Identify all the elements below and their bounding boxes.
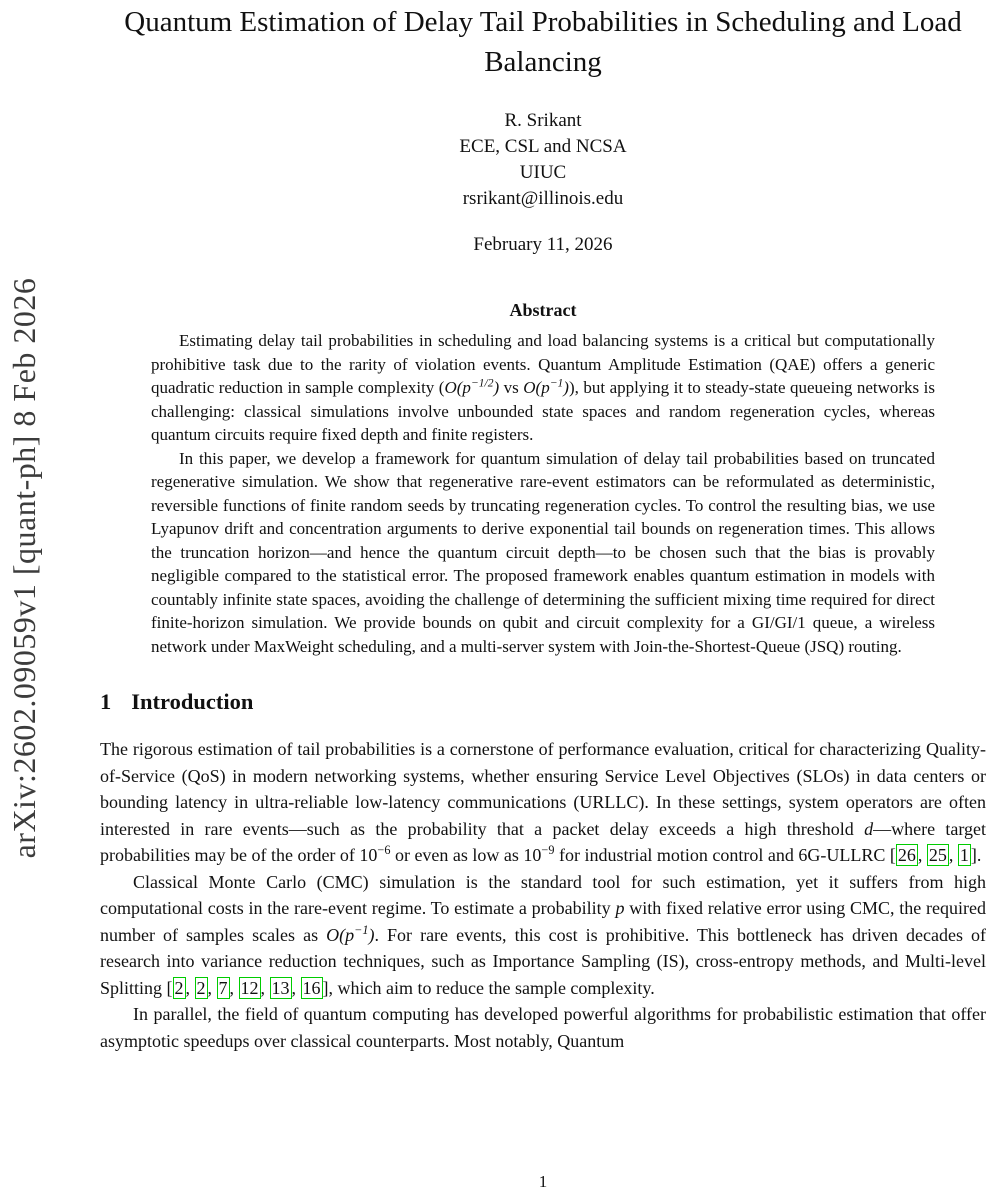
text-run: ,	[917, 845, 927, 865]
superscript: −1/2	[470, 376, 494, 390]
citation-link[interactable]: 2	[196, 977, 206, 998]
superscript: −1	[549, 376, 564, 390]
math-inline: )	[563, 378, 569, 397]
math-inline: d	[864, 818, 874, 839]
abstract-paragraph-1	[151, 329, 935, 447]
text-run: ,	[948, 845, 958, 865]
paper-title: Quantum Estimation of Delay Tail Probabilities in Scheduling and Load Balancing	[124, 6, 962, 78]
math-inline: O(p	[326, 924, 355, 945]
citation-link[interactable]: 16	[302, 977, 321, 998]
text-run: Classical Monte Carlo (CMC) simulation is the standard tool for such estimation, yet it suffers from high computational costs in the rare-event regime. To estimate a probability	[100, 871, 986, 918]
intro-paragraph-3: In parallel, the field of quantum computing has developed powerful algorithms for probabilistic estimation that offer asymptotic speedups over classical counterparts. Most notably, Quantum	[100, 1004, 986, 1051]
math-inline: )	[493, 378, 500, 397]
text-run: ,	[291, 977, 301, 998]
text-run: Estimating delay tail probabilities in scheduling and load balancing systems is a critical but computationally prohibitive task due to the rarity of violation events. Quantum Amplitude Estimation (QAE) offers a generic quadratic reduction in sample complexity (	[151, 331, 935, 397]
text-run: with fixed relative error using CMC, the required number of samples scales as	[100, 898, 986, 945]
author-block	[100, 108, 986, 212]
abstract-section	[151, 300, 935, 658]
citation-link[interactable]: 7	[218, 977, 228, 998]
superscript: −6	[377, 843, 391, 857]
intro-paragraph-1	[100, 736, 986, 869]
superscript: −1	[354, 922, 369, 937]
text-run: ), but applying it to steady-state queueing networks is challenging: classical simulations involve unbounded state spaces and random regeneration cycles, whereas quantum circuits require fixed depth and finite registers.	[151, 378, 935, 444]
paper-date: February 11, 2026	[473, 234, 613, 255]
math-inline: p	[615, 898, 625, 918]
author-name: R. Srikant	[504, 110, 582, 131]
text-run: —where target probabilities may be of the order of 10	[100, 818, 986, 865]
math-inline: )	[368, 924, 375, 945]
text-run: ,	[229, 977, 239, 998]
intro-paragraph-2	[100, 869, 986, 1002]
paper-content	[100, 0, 986, 1054]
section-title: Introduction	[131, 689, 254, 714]
citation-link[interactable]: 26	[897, 845, 916, 865]
text-run: ,	[207, 977, 217, 998]
text-run: The rigorous estimation of tail probabilities is a cornerstone of performance evaluation, critical for characterizing Quality-of-Service (QoS) in modern networking systems, whether ensuring Service Level Objectives (SLOs) in data centers or bounding latency in ultra-reliable low-latency communications (URLLC). In these settings, system operators are often interested in rare events—such as the probability that a packet delay exceeds a high threshold	[100, 739, 986, 839]
author-email: rsrikant@illinois.edu	[462, 188, 624, 209]
section-heading-introduction	[100, 688, 986, 716]
math-inline: O(p	[523, 378, 550, 397]
citation-link[interactable]: 1	[959, 845, 969, 865]
math-inline: O(p	[444, 378, 471, 397]
text-run: ], which aim to reduce the sample complexity.	[322, 977, 655, 998]
text-run: ,	[185, 977, 195, 998]
author-department: ECE, CSL and NCSA	[459, 136, 627, 157]
section-number: 1	[100, 689, 112, 714]
text-run: vs	[499, 378, 524, 397]
page-number: 1	[538, 1172, 548, 1191]
citation-link[interactable]: 2	[174, 977, 184, 998]
text-run: ,	[260, 977, 270, 998]
text-run: or even as low as 10	[390, 845, 542, 865]
author-institution: UIUC	[519, 162, 567, 183]
citation-link[interactable]: 25	[928, 845, 947, 865]
citation-link[interactable]: 13	[271, 977, 290, 998]
text-run: . For rare events, this cost is prohibitive. This bottleneck has driven decades of research into variance reduction techniques, such as Importance Sampling (IS), cross-entropy methods, and Multi-level Splitting [	[100, 924, 986, 998]
superscript: −9	[541, 843, 555, 857]
abstract-heading: Abstract	[509, 300, 577, 320]
abstract-paragraph-2: In this paper, we develop a framework for quantum simulation of delay tail probabilities based on truncated regenerative simulation. We show that regenerative rare-event estimators can be reformulated as deterministic, reversible functions of finite random seeds by truncating regeneration cycles. To control the resulting bias, we use Lyapunov drift and concentration arguments to derive exponential tail bounds on regeneration times. This allows the truncation horizon—and hence the quantum circuit depth—to be chosen such that the bias is provably negligible compared to the statistical error. The proposed framework enables quantum estimation in models with countably infinite state spaces, avoiding the challenge of determining the sufficient mixing time required for direct finite-horizon simulation. We provide bounds on qubit and circuit complexity for a GI/GI/1 queue, a wireless network under MaxWeight scheduling, and a multi-server system with Join-the-Shortest-Queue (JSQ) routing.	[151, 448, 935, 656]
citation-link[interactable]: 12	[240, 977, 259, 998]
text-run: for industrial motion control and 6G-ULLRC [	[554, 845, 896, 865]
arxiv-watermark: arXiv:2602.09059v1 [quant-ph] 8 Feb 2026	[6, 277, 42, 859]
text-run: ].	[970, 845, 982, 865]
